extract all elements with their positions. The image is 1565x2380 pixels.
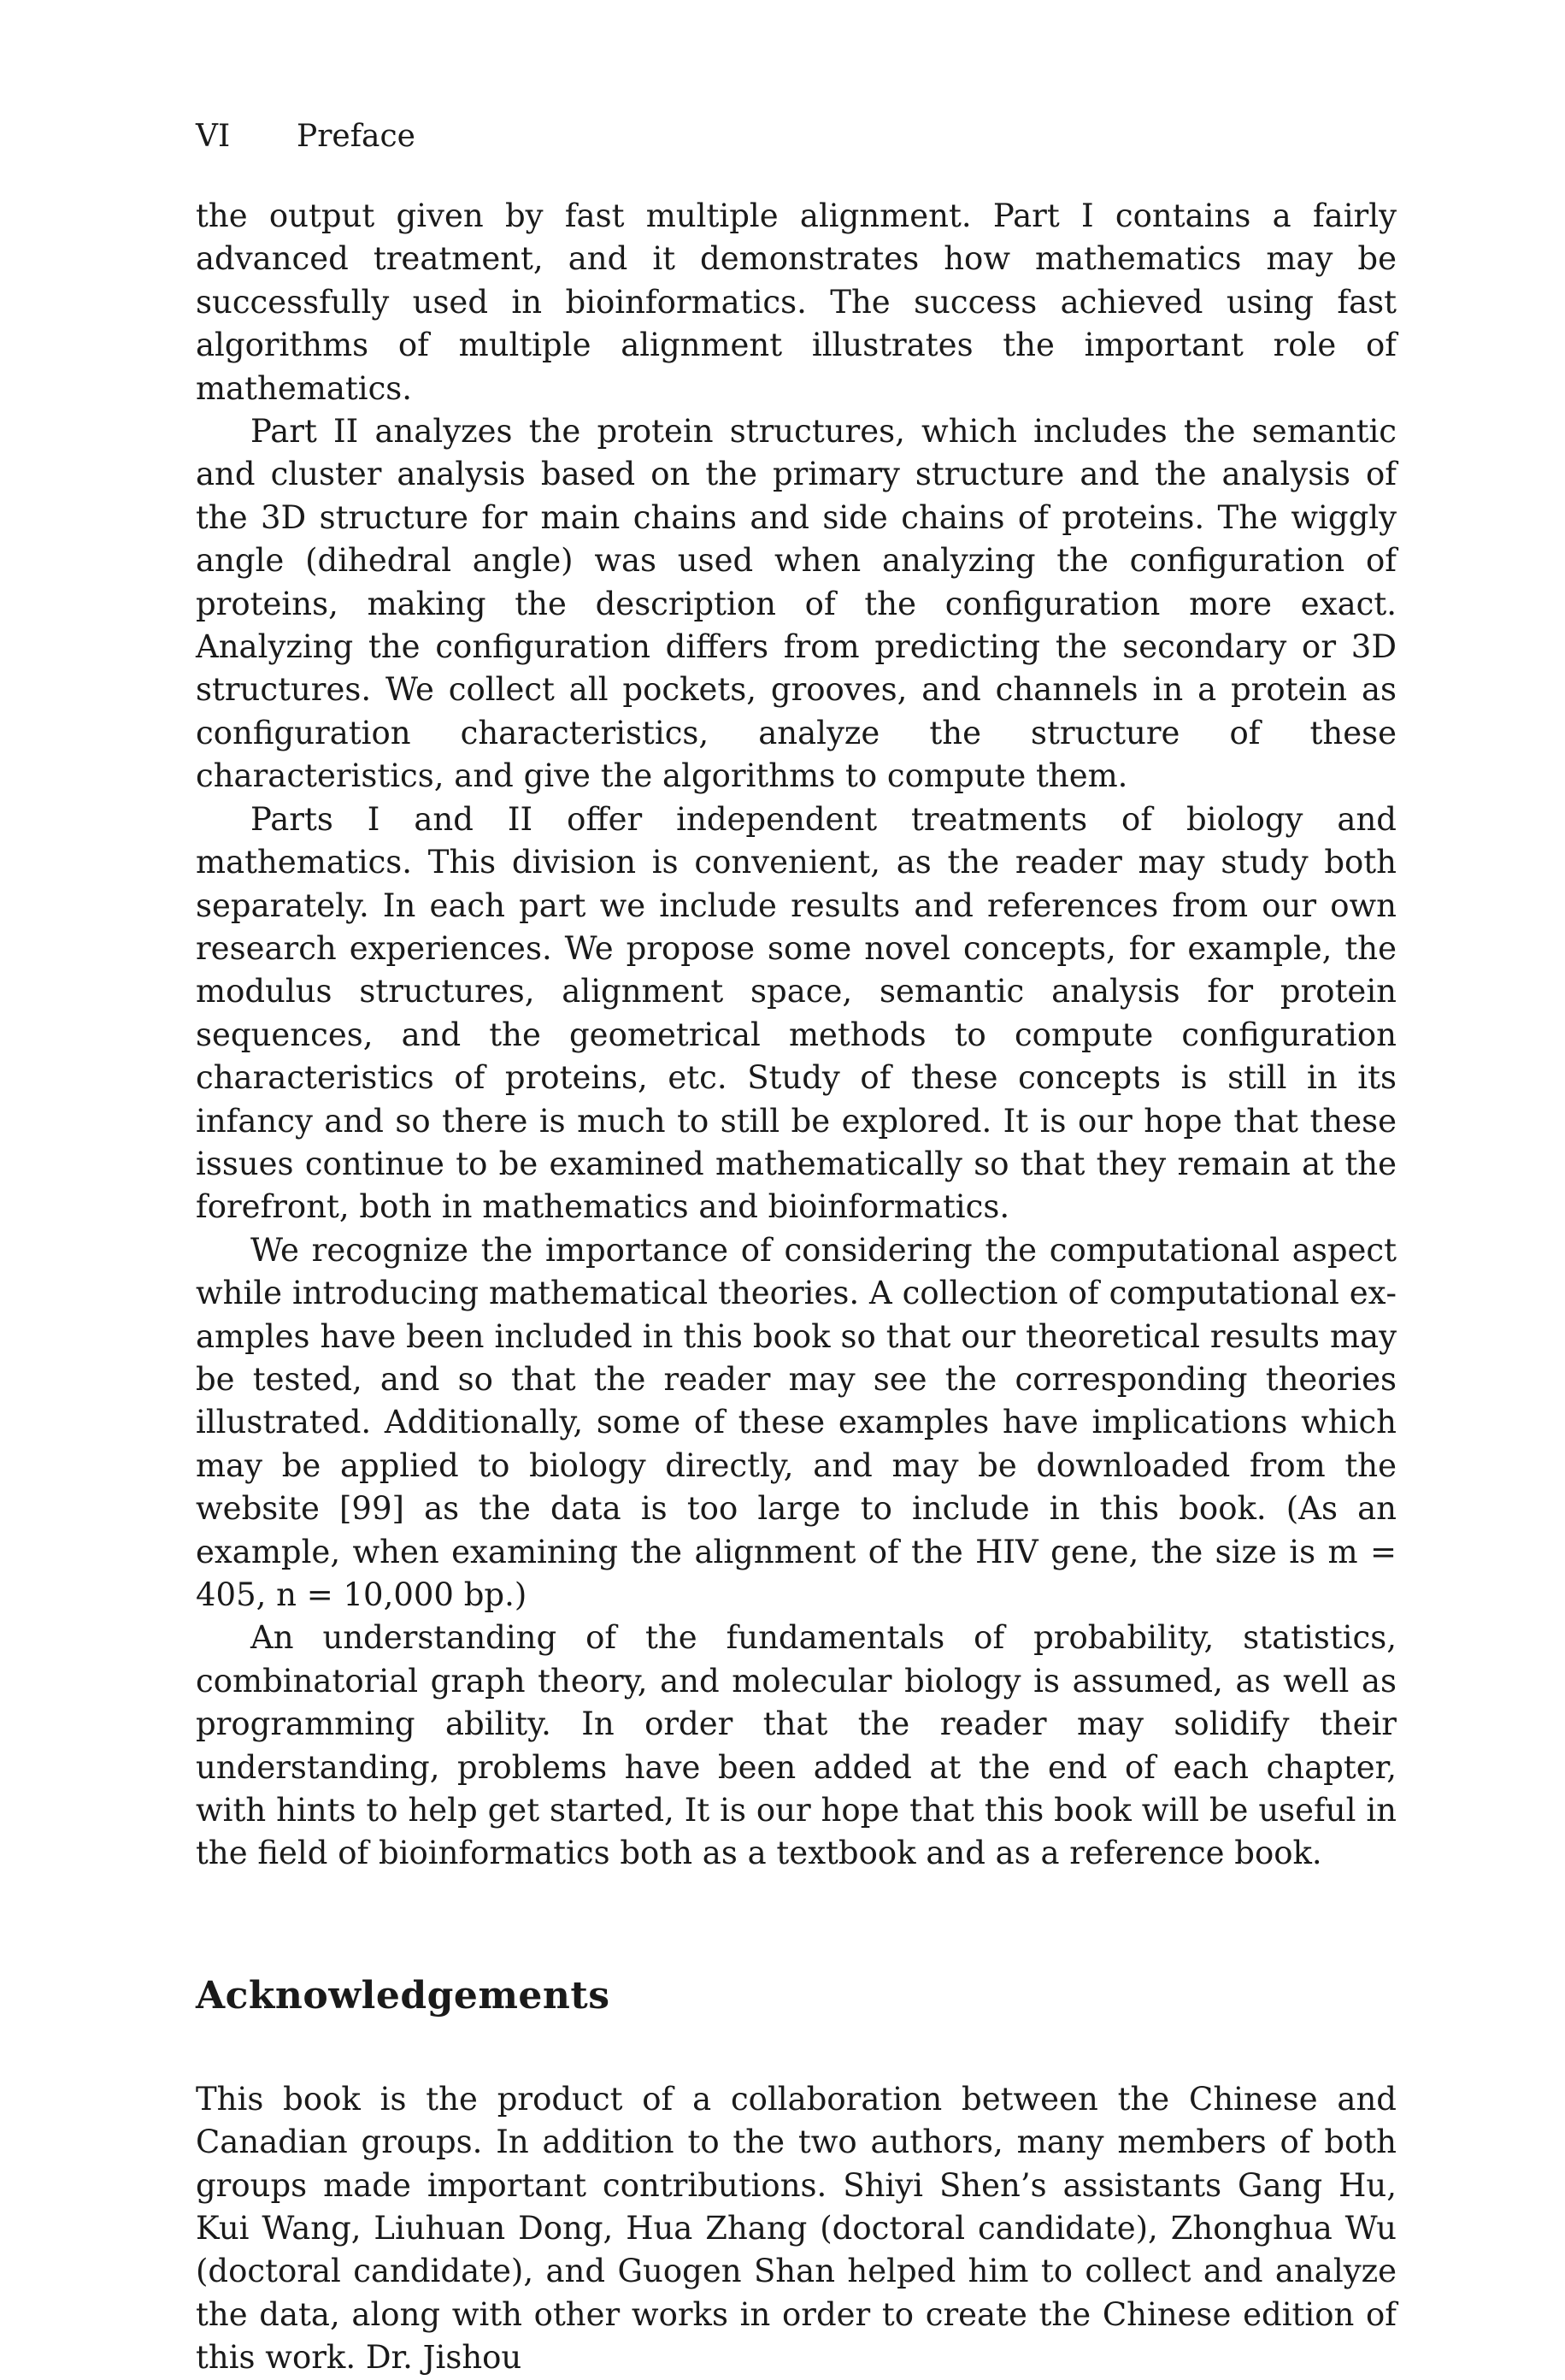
running-head-title: Preface [297,119,415,154]
preface-paragraph: Parts I and II offer independent treatments of biology and mathematics. This division is convenient, as the reader may study both separately. In each part we include results and references from our own research experiences. We propose some novel concepts, for example, the modulus structures, alignment space, semantic analysis for protein sequences, and the geometrical methods to compute configuration characteristics of proteins, etc. Study of these concepts is still in its infancy and so there is much to still be explored. It is our hope that these issues continue to be examined mathematically so that they remain at the forefront, both in mathematics and bioinformatics. [196,800,1397,1226]
page-number: VI [196,119,231,154]
acknowledgements-paragraph: This book is the product of a collaboration between the Chinese and Canadian groups. In addition to the two authors, many members of both groups made important contributions. Shiyi Shen’s assistants Gang Hu, Kui Wang, Liuhuan Dong, Hua Zhang (doctoral candidate), Zhonghua Wu (doctoral candidate), and Guogen Shan helped him to collect and analyze the data, along with other works in order to create the Chinese edition of this work. Dr. Jishou [196,2080,1397,2377]
preface-paragraph: the output given by fast multiple alignment. Part I contains a fairly advanced treatment, and it demonstrates how mathematics may be successfully used in bioinformatics. The success achieved using fast algorithms of multiple alignment illustrates the important role of mathematics. [196,197,1397,407]
running-head [196,111,1397,162]
book-page [196,111,1397,2380]
preface-paragraph: Part II analyzes the protein structures, which includes the semantic and cluster analysis based on the primary structure and the analysis of the 3D structure for main chains and side chains of proteins. The wiggly angle (dihedral angle) was used when analyzing the configuration of proteins, making the description of the configuration more exact. Analyzing the configuration differs from predicting the secondary or 3D structures. We collect all pockets, grooves, and channels in a protein as configuration characteristics, analyze the structure of these characteristics, and give the algorithms to compute them. [196,413,1397,795]
preface-body [196,195,1397,1876]
preface-paragraph: An understanding of the fundamentals of probability, statistics, combinatorial graph theory, and molecular biology is assumed, as well as programming ability. In order that the reader may solidify their understanding, problems have been added at the end of each chapter, with hints to help get started, It is our hope that this book will be useful in the field of bioinformatics both as a textbook and as a reference book. [196,1619,1397,1872]
acknowledgements-heading: Acknowledgements [196,1973,610,2018]
preface-paragraph: We recognize the importance of considering the computational aspect while introducing mathematical theories. A collection of computational examples have been included in this book so that our theoretical results may be tested, and so that the reader may see the corresponding theories illustrated. Additionally, some of these examples have implications which may be applied to biology directly, and may be downloaded from the website [99] as the data is too large to include in this book. (As an example, when examining the alignment of the HIV gene, the size is m = 405, n = 10,000 bp.) [196,1231,1397,1613]
